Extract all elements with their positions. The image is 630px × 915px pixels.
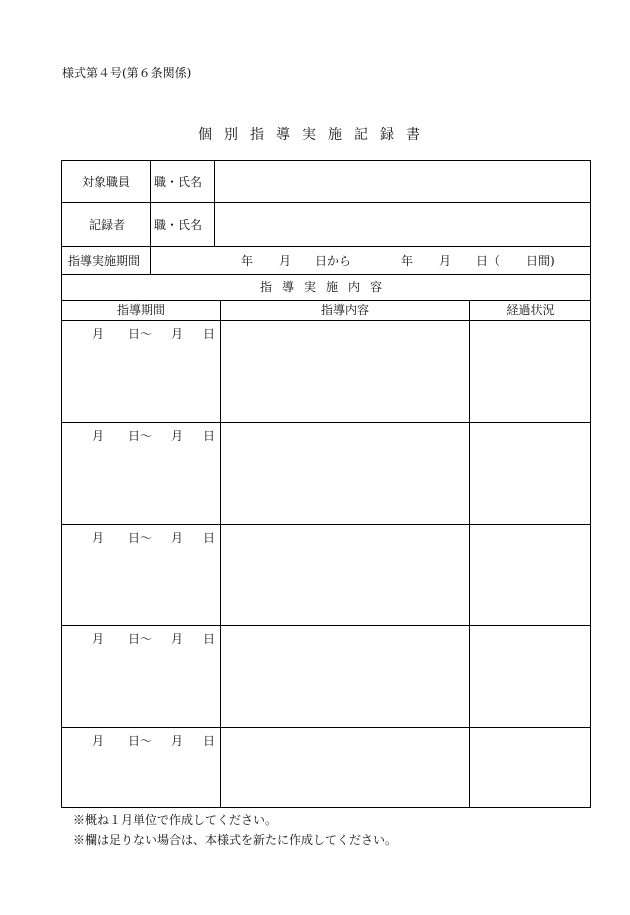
entry-divider bbox=[62, 625, 590, 626]
recorder-sublabel: 職・氏名 bbox=[154, 218, 203, 232]
entry-month-2: 月 bbox=[171, 632, 184, 646]
document-title: 個別指導実施記録書 bbox=[198, 127, 432, 143]
target-staff-label: 対象職員 bbox=[82, 175, 131, 189]
note-new-form: ※欄は足りない場合は、本様式を新たに作成してください。 bbox=[73, 833, 398, 847]
col-divider bbox=[469, 300, 470, 807]
entry-month-2: 月 bbox=[171, 327, 184, 341]
period-label: 指導実施期間 bbox=[68, 254, 141, 268]
row-divider bbox=[62, 202, 590, 203]
row-divider bbox=[62, 300, 590, 301]
period-days: 日間) bbox=[526, 254, 555, 268]
entry-day: 日～ bbox=[128, 632, 153, 646]
entry-month: 月 bbox=[92, 327, 105, 341]
entry-day: 日～ bbox=[128, 531, 153, 545]
column-header-period: 指導期間 bbox=[116, 303, 165, 317]
entry-day: 日～ bbox=[128, 327, 153, 341]
col-divider bbox=[150, 161, 151, 246]
recorder-field[interactable] bbox=[218, 204, 588, 244]
entry-day: 日～ bbox=[128, 734, 153, 748]
entry-divider bbox=[62, 524, 590, 525]
entry-day-2: 日 bbox=[203, 531, 216, 545]
col-divider bbox=[220, 300, 221, 807]
entry-month: 月 bbox=[92, 429, 105, 443]
form-number-label: 様式第４号(第６条関係) bbox=[62, 66, 192, 80]
recorder-label: 記録者 bbox=[89, 218, 126, 232]
target-staff-field[interactable] bbox=[218, 162, 588, 201]
period-month-2: 月 bbox=[439, 254, 452, 268]
entry-day: 日～ bbox=[128, 429, 153, 443]
target-staff-sublabel: 職・氏名 bbox=[154, 175, 203, 189]
note-monthly: ※概ね１月単位で作成してください。 bbox=[73, 813, 278, 827]
entry-month-2: 月 bbox=[171, 734, 184, 748]
entry-day-2: 日 bbox=[203, 632, 216, 646]
period-month: 月 bbox=[279, 254, 292, 268]
entry-month: 月 bbox=[92, 632, 105, 646]
entry-day-2: 日 bbox=[203, 327, 216, 341]
entry-month: 月 bbox=[92, 734, 105, 748]
row-divider bbox=[62, 320, 590, 321]
row-divider bbox=[62, 246, 590, 247]
column-header-status: 経過状況 bbox=[506, 303, 555, 317]
entry-day-2: 日 bbox=[203, 429, 216, 443]
entry-month-2: 月 bbox=[171, 429, 184, 443]
entry-divider bbox=[62, 727, 590, 728]
column-header-content: 指導内容 bbox=[320, 303, 369, 317]
period-year-2: 年 bbox=[401, 254, 414, 268]
entry-divider bbox=[62, 422, 590, 423]
entry-month: 月 bbox=[92, 531, 105, 545]
col-divider bbox=[214, 161, 215, 246]
entry-day-2: 日 bbox=[203, 734, 216, 748]
row-divider bbox=[62, 274, 590, 275]
period-day-open: 日（ bbox=[476, 254, 501, 268]
entry-month-2: 月 bbox=[171, 531, 184, 545]
period-day-from: 日から bbox=[315, 254, 352, 268]
period-year: 年 bbox=[241, 254, 254, 268]
content-header: 指導実施内容 bbox=[259, 280, 392, 294]
record-table bbox=[61, 160, 591, 808]
col-divider bbox=[150, 246, 151, 274]
